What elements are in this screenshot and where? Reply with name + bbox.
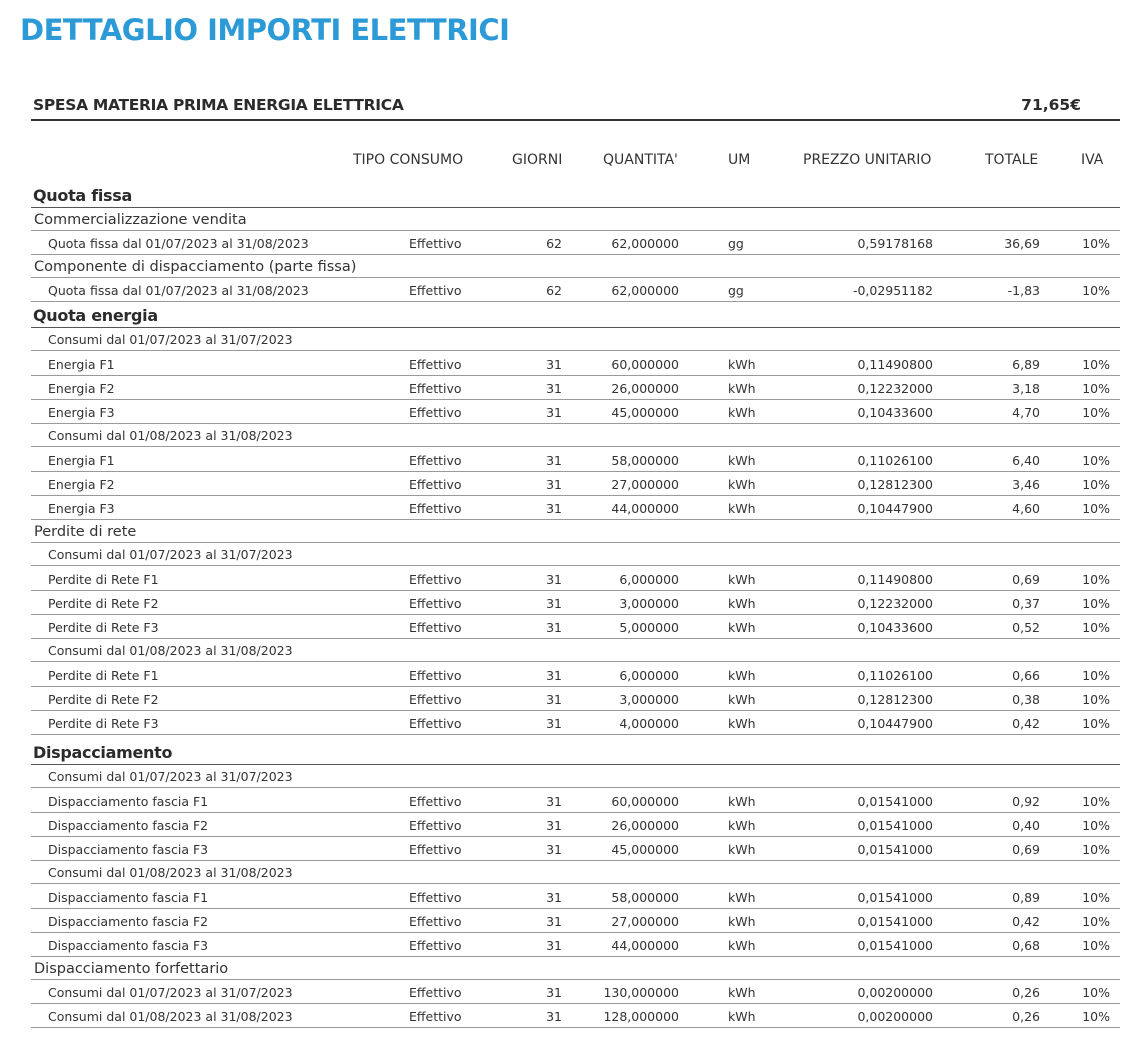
col-header-um: UM bbox=[728, 152, 751, 168]
row-label: Energia F3 bbox=[48, 501, 115, 516]
period-label: Consumi dal 01/08/2023 al 31/08/2023 bbox=[48, 643, 293, 658]
totale-cell: 0,69 bbox=[1012, 842, 1040, 857]
iva-cell: 10% bbox=[1082, 572, 1110, 587]
quantita-cell: 45,000000 bbox=[611, 405, 679, 420]
tipo-consumo-cell: Effettivo bbox=[409, 842, 462, 857]
table-row bbox=[31, 885, 1120, 909]
giorni-cell: 31 bbox=[546, 405, 562, 420]
tipo-consumo-cell: Effettivo bbox=[409, 236, 462, 251]
row-label: Energia F2 bbox=[48, 381, 115, 396]
period-group-header bbox=[31, 424, 1120, 447]
quantita-cell: 128,000000 bbox=[603, 1009, 679, 1024]
totale-cell: 0,52 bbox=[1012, 620, 1040, 635]
table-row bbox=[31, 231, 1120, 255]
prezzo-unitario-cell: 0,11490800 bbox=[857, 572, 933, 587]
row-label: Dispacciamento fascia F3 bbox=[48, 938, 209, 953]
totale-cell: 0,26 bbox=[1012, 985, 1040, 1000]
tipo-consumo-cell: Effettivo bbox=[409, 453, 462, 468]
col-header-iva: IVA bbox=[1081, 152, 1104, 168]
table-row bbox=[31, 472, 1120, 496]
iva-cell: 10% bbox=[1082, 381, 1110, 396]
totale-cell: 3,46 bbox=[1012, 477, 1040, 492]
table-row bbox=[31, 789, 1120, 813]
giorni-cell: 31 bbox=[546, 842, 562, 857]
prezzo-unitario-cell: 0,11026100 bbox=[857, 453, 933, 468]
table-row bbox=[31, 278, 1120, 302]
tipo-consumo-cell: Effettivo bbox=[409, 668, 462, 683]
giorni-cell: 31 bbox=[546, 716, 562, 731]
totale-cell: 0,40 bbox=[1012, 818, 1040, 833]
quantita-cell: 62,000000 bbox=[611, 236, 679, 251]
quantita-cell: 3,000000 bbox=[619, 596, 679, 611]
row-label: Perdite di Rete F2 bbox=[48, 596, 159, 611]
um-cell: kWh bbox=[728, 572, 756, 587]
summary-label: SPESA MATERIA PRIMA ENERGIA ELETTRICA bbox=[33, 96, 404, 114]
row-label: Energia F2 bbox=[48, 477, 115, 492]
row-label: Energia F1 bbox=[48, 357, 115, 372]
giorni-cell: 31 bbox=[546, 890, 562, 905]
quantita-cell: 44,000000 bbox=[611, 938, 679, 953]
giorni-cell: 31 bbox=[546, 938, 562, 953]
tipo-consumo-cell: Effettivo bbox=[409, 692, 462, 707]
row-label: Quota fissa dal 01/07/2023 al 31/08/2023 bbox=[48, 283, 309, 298]
um-cell: kWh bbox=[728, 985, 756, 1000]
prezzo-unitario-cell: 0,59178168 bbox=[857, 236, 933, 251]
period-group-header bbox=[31, 765, 1120, 788]
quantita-cell: 45,000000 bbox=[611, 842, 679, 857]
iva-cell: 10% bbox=[1082, 938, 1110, 953]
tipo-consumo-cell: Effettivo bbox=[409, 381, 462, 396]
prezzo-unitario-cell: 0,12232000 bbox=[857, 596, 933, 611]
section-title: Dispacciamento bbox=[33, 743, 173, 762]
section-title: Quota fissa bbox=[33, 186, 132, 205]
period-group-header bbox=[31, 543, 1120, 566]
prezzo-unitario-cell: 0,01541000 bbox=[857, 938, 933, 953]
totale-cell: 0,69 bbox=[1012, 572, 1040, 587]
giorni-cell: 31 bbox=[546, 572, 562, 587]
table-row bbox=[31, 837, 1120, 861]
quantita-cell: 4,000000 bbox=[619, 716, 679, 731]
prezzo-unitario-cell: 0,10447900 bbox=[857, 716, 933, 731]
tipo-consumo-cell: Effettivo bbox=[409, 405, 462, 420]
prezzo-unitario-cell: 0,01541000 bbox=[857, 914, 933, 929]
quantita-cell: 6,000000 bbox=[619, 668, 679, 683]
iva-cell: 10% bbox=[1082, 283, 1110, 298]
section-header bbox=[31, 741, 1120, 765]
totale-cell: 0,66 bbox=[1012, 668, 1040, 683]
totale-cell: 0,42 bbox=[1012, 914, 1040, 929]
totale-cell: -1,83 bbox=[1007, 283, 1040, 298]
tipo-consumo-cell: Effettivo bbox=[409, 794, 462, 809]
tipo-consumo-cell: Effettivo bbox=[409, 890, 462, 905]
giorni-cell: 31 bbox=[546, 692, 562, 707]
giorni-cell: 31 bbox=[546, 453, 562, 468]
iva-cell: 10% bbox=[1082, 914, 1110, 929]
page-title: DETTAGLIO IMPORTI ELETTRICI bbox=[20, 13, 510, 47]
um-cell: kWh bbox=[728, 668, 756, 683]
giorni-cell: 31 bbox=[546, 477, 562, 492]
um-cell: kWh bbox=[728, 453, 756, 468]
prezzo-unitario-cell: 0,00200000 bbox=[857, 1009, 933, 1024]
totale-cell: 0,38 bbox=[1012, 692, 1040, 707]
totale-cell: 4,60 bbox=[1012, 501, 1040, 516]
table-row bbox=[31, 711, 1120, 735]
quantita-cell: 44,000000 bbox=[611, 501, 679, 516]
table-row bbox=[31, 663, 1120, 687]
prezzo-unitario-cell: 0,11490800 bbox=[857, 357, 933, 372]
tipo-consumo-cell: Effettivo bbox=[409, 985, 462, 1000]
tipo-consumo-cell: Effettivo bbox=[409, 818, 462, 833]
table-row bbox=[31, 615, 1120, 639]
table-row bbox=[31, 400, 1120, 424]
um-cell: kWh bbox=[728, 842, 756, 857]
row-label: Dispacciamento fascia F1 bbox=[48, 794, 209, 809]
prezzo-unitario-cell: 0,10433600 bbox=[857, 405, 933, 420]
subsection-header bbox=[31, 255, 1120, 278]
subsection-header bbox=[31, 957, 1120, 980]
tipo-consumo-cell: Effettivo bbox=[409, 501, 462, 516]
row-label: Perdite di Rete F3 bbox=[48, 716, 159, 731]
prezzo-unitario-cell: 0,01541000 bbox=[857, 818, 933, 833]
iva-cell: 10% bbox=[1082, 453, 1110, 468]
um-cell: kWh bbox=[728, 818, 756, 833]
giorni-cell: 31 bbox=[546, 668, 562, 683]
iva-cell: 10% bbox=[1082, 668, 1110, 683]
col-header-prezzo-unitario: PREZZO UNITARIO bbox=[803, 152, 932, 168]
tipo-consumo-cell: Effettivo bbox=[409, 914, 462, 929]
row-label: Consumi dal 01/07/2023 al 31/07/2023 bbox=[48, 985, 293, 1000]
giorni-cell: 31 bbox=[546, 381, 562, 396]
subsection-title: Componente di dispacciamento (parte fissa) bbox=[34, 259, 357, 275]
prezzo-unitario-cell: -0,02951182 bbox=[852, 283, 933, 298]
table-row bbox=[31, 1004, 1120, 1028]
iva-cell: 10% bbox=[1082, 692, 1110, 707]
quantita-cell: 58,000000 bbox=[611, 453, 679, 468]
iva-cell: 10% bbox=[1082, 842, 1110, 857]
totale-cell: 0,37 bbox=[1012, 596, 1040, 611]
iva-cell: 10% bbox=[1082, 620, 1110, 635]
prezzo-unitario-cell: 0,01541000 bbox=[857, 890, 933, 905]
tipo-consumo-cell: Effettivo bbox=[409, 938, 462, 953]
prezzo-unitario-cell: 0,12812300 bbox=[857, 477, 933, 492]
tipo-consumo-cell: Effettivo bbox=[409, 1009, 462, 1024]
giorni-cell: 31 bbox=[546, 357, 562, 372]
tipo-consumo-cell: Effettivo bbox=[409, 596, 462, 611]
row-label: Dispacciamento fascia F1 bbox=[48, 890, 209, 905]
summary-row bbox=[31, 94, 1120, 121]
quantita-cell: 26,000000 bbox=[611, 381, 679, 396]
totale-cell: 0,89 bbox=[1012, 890, 1040, 905]
giorni-cell: 31 bbox=[546, 596, 562, 611]
period-label: Consumi dal 01/07/2023 al 31/07/2023 bbox=[48, 332, 293, 347]
um-cell: kWh bbox=[728, 405, 756, 420]
prezzo-unitario-cell: 0,10433600 bbox=[857, 620, 933, 635]
period-label: Consumi dal 01/07/2023 al 31/07/2023 bbox=[48, 769, 293, 784]
totale-cell: 6,89 bbox=[1012, 357, 1040, 372]
giorni-cell: 31 bbox=[546, 818, 562, 833]
iva-cell: 10% bbox=[1082, 890, 1110, 905]
quantita-cell: 60,000000 bbox=[611, 357, 679, 372]
um-cell: kWh bbox=[728, 596, 756, 611]
table-row bbox=[31, 813, 1120, 837]
prezzo-unitario-cell: 0,01541000 bbox=[857, 794, 933, 809]
giorni-cell: 31 bbox=[546, 1009, 562, 1024]
um-cell: kWh bbox=[728, 381, 756, 396]
tipo-consumo-cell: Effettivo bbox=[409, 357, 462, 372]
table-row bbox=[31, 687, 1120, 711]
period-label: Consumi dal 01/08/2023 al 31/08/2023 bbox=[48, 428, 293, 443]
um-cell: kWh bbox=[728, 477, 756, 492]
giorni-cell: 31 bbox=[546, 985, 562, 1000]
um-cell: kWh bbox=[728, 357, 756, 372]
iva-cell: 10% bbox=[1082, 236, 1110, 251]
giorni-cell: 31 bbox=[546, 794, 562, 809]
section-title: Quota energia bbox=[33, 306, 158, 325]
um-cell: kWh bbox=[728, 716, 756, 731]
subsection-title: Dispacciamento forfettario bbox=[34, 961, 229, 977]
quantita-cell: 62,000000 bbox=[611, 283, 679, 298]
table-row bbox=[31, 352, 1120, 376]
totale-cell: 6,40 bbox=[1012, 453, 1040, 468]
giorni-cell: 31 bbox=[546, 501, 562, 516]
prezzo-unitario-cell: 0,12232000 bbox=[857, 381, 933, 396]
tipo-consumo-cell: Effettivo bbox=[409, 283, 462, 298]
row-label: Perdite di Rete F3 bbox=[48, 620, 159, 635]
col-header-quantita: QUANTITA' bbox=[603, 152, 678, 168]
tipo-consumo-cell: Effettivo bbox=[409, 620, 462, 635]
giorni-cell: 62 bbox=[546, 283, 562, 298]
subsection-title: Perdite di rete bbox=[34, 524, 137, 540]
prezzo-unitario-cell: 0,00200000 bbox=[857, 985, 933, 1000]
row-label: Consumi dal 01/08/2023 al 31/08/2023 bbox=[48, 1009, 293, 1024]
table-row bbox=[31, 567, 1120, 591]
row-label: Dispacciamento fascia F3 bbox=[48, 842, 209, 857]
tipo-consumo-cell: Effettivo bbox=[409, 572, 462, 587]
giorni-cell: 31 bbox=[546, 914, 562, 929]
um-cell: kWh bbox=[728, 938, 756, 953]
row-label: Dispacciamento fascia F2 bbox=[48, 818, 209, 833]
subsection-title: Commercializzazione vendita bbox=[34, 212, 247, 228]
quantita-cell: 26,000000 bbox=[611, 818, 679, 833]
um-cell: kWh bbox=[728, 692, 756, 707]
totale-cell: 0,92 bbox=[1012, 794, 1040, 809]
um-cell: gg bbox=[728, 236, 744, 251]
totale-cell: 3,18 bbox=[1012, 381, 1040, 396]
giorni-cell: 31 bbox=[546, 620, 562, 635]
quantita-cell: 130,000000 bbox=[603, 985, 679, 1000]
row-label: Perdite di Rete F1 bbox=[48, 668, 159, 683]
period-group-header bbox=[31, 328, 1120, 351]
col-header-giorni: GIORNI bbox=[512, 152, 563, 168]
period-group-header bbox=[31, 639, 1120, 662]
tipo-consumo-cell: Effettivo bbox=[409, 716, 462, 731]
totale-cell: 0,68 bbox=[1012, 938, 1040, 953]
quantita-cell: 60,000000 bbox=[611, 794, 679, 809]
um-cell: kWh bbox=[728, 914, 756, 929]
subsection-header bbox=[31, 208, 1120, 231]
table-row bbox=[31, 909, 1120, 933]
prezzo-unitario-cell: 0,12812300 bbox=[857, 692, 933, 707]
iva-cell: 10% bbox=[1082, 596, 1110, 611]
um-cell: kWh bbox=[728, 890, 756, 905]
table-row bbox=[31, 980, 1120, 1004]
row-label: Quota fissa dal 01/07/2023 al 31/08/2023 bbox=[48, 236, 309, 251]
period-label: Consumi dal 01/08/2023 al 31/08/2023 bbox=[48, 865, 293, 880]
quantita-cell: 5,000000 bbox=[619, 620, 679, 635]
row-label: Dispacciamento fascia F2 bbox=[48, 914, 209, 929]
iva-cell: 10% bbox=[1082, 501, 1110, 516]
iva-cell: 10% bbox=[1082, 716, 1110, 731]
table-row bbox=[31, 376, 1120, 400]
giorni-cell: 62 bbox=[546, 236, 562, 251]
iva-cell: 10% bbox=[1082, 985, 1110, 1000]
iva-cell: 10% bbox=[1082, 405, 1110, 420]
um-cell: kWh bbox=[728, 620, 756, 635]
quantita-cell: 27,000000 bbox=[611, 914, 679, 929]
table-row bbox=[31, 496, 1120, 520]
totale-cell: 4,70 bbox=[1012, 405, 1040, 420]
totale-cell: 36,69 bbox=[1004, 236, 1040, 251]
row-label: Perdite di Rete F2 bbox=[48, 692, 159, 707]
iva-cell: 10% bbox=[1082, 357, 1110, 372]
subsection-header bbox=[31, 520, 1120, 543]
totale-cell: 0,26 bbox=[1012, 1009, 1040, 1024]
iva-cell: 10% bbox=[1082, 477, 1110, 492]
row-label: Energia F3 bbox=[48, 405, 115, 420]
summary-amount: 71,65€ bbox=[1021, 96, 1081, 114]
iva-cell: 10% bbox=[1082, 1009, 1110, 1024]
totale-cell: 0,42 bbox=[1012, 716, 1040, 731]
row-label: Energia F1 bbox=[48, 453, 115, 468]
quantita-cell: 58,000000 bbox=[611, 890, 679, 905]
col-header-tipo-consumo: TIPO CONSUMO bbox=[353, 152, 464, 168]
prezzo-unitario-cell: 0,01541000 bbox=[857, 842, 933, 857]
table-row bbox=[31, 591, 1120, 615]
period-label: Consumi dal 01/07/2023 al 31/07/2023 bbox=[48, 547, 293, 562]
table-row bbox=[31, 448, 1120, 472]
period-group-header bbox=[31, 861, 1120, 884]
quantita-cell: 27,000000 bbox=[611, 477, 679, 492]
quantita-cell: 3,000000 bbox=[619, 692, 679, 707]
tipo-consumo-cell: Effettivo bbox=[409, 477, 462, 492]
um-cell: kWh bbox=[728, 794, 756, 809]
row-label: Perdite di Rete F1 bbox=[48, 572, 159, 587]
quantita-cell: 6,000000 bbox=[619, 572, 679, 587]
um-cell: kWh bbox=[728, 501, 756, 516]
table-row bbox=[31, 933, 1120, 957]
um-cell: gg bbox=[728, 283, 744, 298]
section-header bbox=[31, 184, 1120, 208]
prezzo-unitario-cell: 0,11026100 bbox=[857, 668, 933, 683]
um-cell: kWh bbox=[728, 1009, 756, 1024]
iva-cell: 10% bbox=[1082, 818, 1110, 833]
prezzo-unitario-cell: 0,10447900 bbox=[857, 501, 933, 516]
section-header bbox=[31, 304, 1120, 328]
iva-cell: 10% bbox=[1082, 794, 1110, 809]
col-header-totale: TOTALE bbox=[985, 152, 1039, 168]
